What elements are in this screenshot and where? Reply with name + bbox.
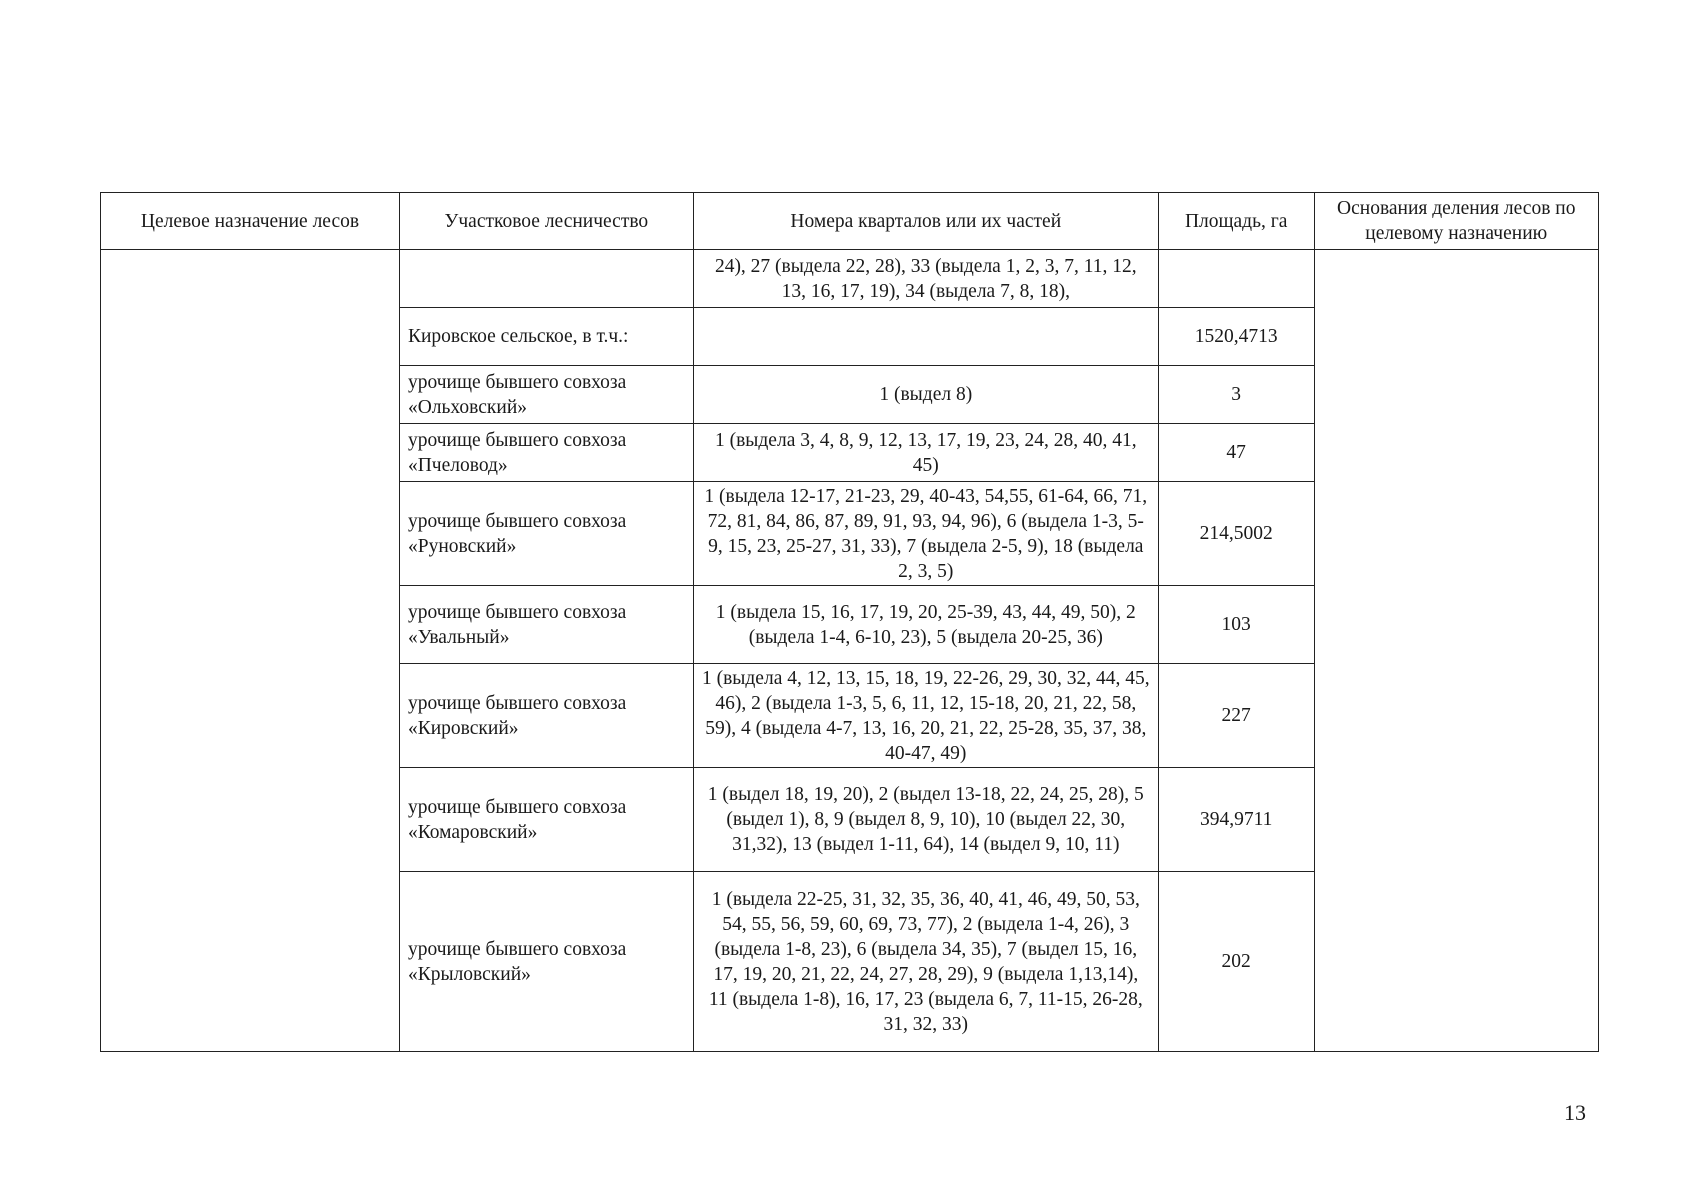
quarters-cell	[693, 308, 1158, 366]
forestry-cell: урочище бывшего совхоза «Крыловский»	[399, 872, 693, 1052]
page-number: 13	[1564, 1100, 1586, 1125]
purpose-cell	[101, 250, 400, 1052]
forestry-cell: урочище бывшего совхоза «Руновский»	[399, 482, 693, 586]
quarters-cell: 1 (выдела 3, 4, 8, 9, 12, 13, 17, 19, 23, 24, 28, 40, 41, 45)	[693, 424, 1158, 482]
quarters-cell: 1 (выдела 22-25, 31, 32, 35, 36, 40, 41, 46, 49, 50, 53, 54, 55, 56, 59, 60, 69, 73, 77), 2 (выдела 1-4, 26), 3 (выдела 1-8, 23), 6 (выдела 34, 35), 7 (выдел 15, 16, 17, 19, 20, 21, 22, 24, 27, 28, 29), 9 (выдела 1,13,14), 11 (выдела 1-8), 16, 17, 23 (выдела 6, 7, 11-15, 26-28, 31, 32, 33)	[693, 872, 1158, 1052]
forestry-cell: урочище бывшего совхоза «Увальный»	[399, 586, 693, 664]
area-cell: 394,9711	[1158, 768, 1314, 872]
area-cell: 3	[1158, 366, 1314, 424]
forestry-cell: Кировское сельское, в т.ч.:	[399, 308, 693, 366]
quarters-cell: 1 (выдел 18, 19, 20), 2 (выдел 13-18, 22, 24, 25, 28), 5 (выдел 1), 8, 9 (выдел 8, 9, 10), 10 (выдел 22, 30, 31,32), 13 (выдел 1-11, 64), 14 (выдел 9, 10, 11)	[693, 768, 1158, 872]
area-cell	[1158, 250, 1314, 308]
quarters-cell: 1 (выдела 15, 16, 17, 19, 20, 25-39, 43, 44, 49, 50), 2 (выдела 1-4, 6-10, 23), 5 (выдела 20-25, 36)	[693, 586, 1158, 664]
quarters-cell: 1 (выдела 4, 12, 13, 15, 18, 19, 22-26, 29, 30, 32, 44, 45, 46), 2 (выдела 1-3, 5, 6, 11, 12, 15-18, 20, 21, 22, 58, 59), 4 (выдела 4-7, 13, 16, 20, 21, 22, 25-28, 35, 37, 38, 40-47, 49)	[693, 664, 1158, 768]
area-cell: 227	[1158, 664, 1314, 768]
forestry-cell	[399, 250, 693, 308]
table-row	[101, 250, 1599, 308]
forestry-cell: урочище бывшего совхоза «Ольховский»	[399, 366, 693, 424]
area-cell: 202	[1158, 872, 1314, 1052]
basis-cell	[1314, 250, 1598, 1052]
area-cell: 47	[1158, 424, 1314, 482]
forestry-cell: урочище бывшего совхоза «Комаровский»	[399, 768, 693, 872]
header-forestry: Участковое лесничество	[399, 193, 693, 250]
quarters-cell: 1 (выдела 12-17, 21-23, 29, 40-43, 54,55, 61-64, 66, 71, 72, 81, 84, 86, 87, 89, 91, 93, 94, 96), 6 (выдела 1-3, 5-9, 15, 23, 25-27, 31, 33), 7 (выдела 2-5, 9), 18 (выдела 2, 3, 5)	[693, 482, 1158, 586]
forest-division-table	[100, 192, 1599, 1052]
forestry-cell: урочище бывшего совхоза «Пчеловод»	[399, 424, 693, 482]
area-cell: 1520,4713	[1158, 308, 1314, 366]
header-quarters: Номера кварталов или их частей	[693, 193, 1158, 250]
quarters-cell: 1 (выдел 8)	[693, 366, 1158, 424]
area-cell: 103	[1158, 586, 1314, 664]
table-header-row	[101, 193, 1599, 250]
header-area: Площадь, га	[1158, 193, 1314, 250]
forestry-cell: урочище бывшего совхоза «Кировский»	[399, 664, 693, 768]
header-purpose: Целевое назначение лесов	[101, 193, 400, 250]
header-basis: Основания деления лесов по целевому назначению	[1314, 193, 1598, 250]
quarters-cell: 24), 27 (выдела 22, 28), 33 (выдела 1, 2, 3, 7, 11, 12, 13, 16, 17, 19), 34 (выдела 7, 8, 18),	[693, 250, 1158, 308]
area-cell: 214,5002	[1158, 482, 1314, 586]
